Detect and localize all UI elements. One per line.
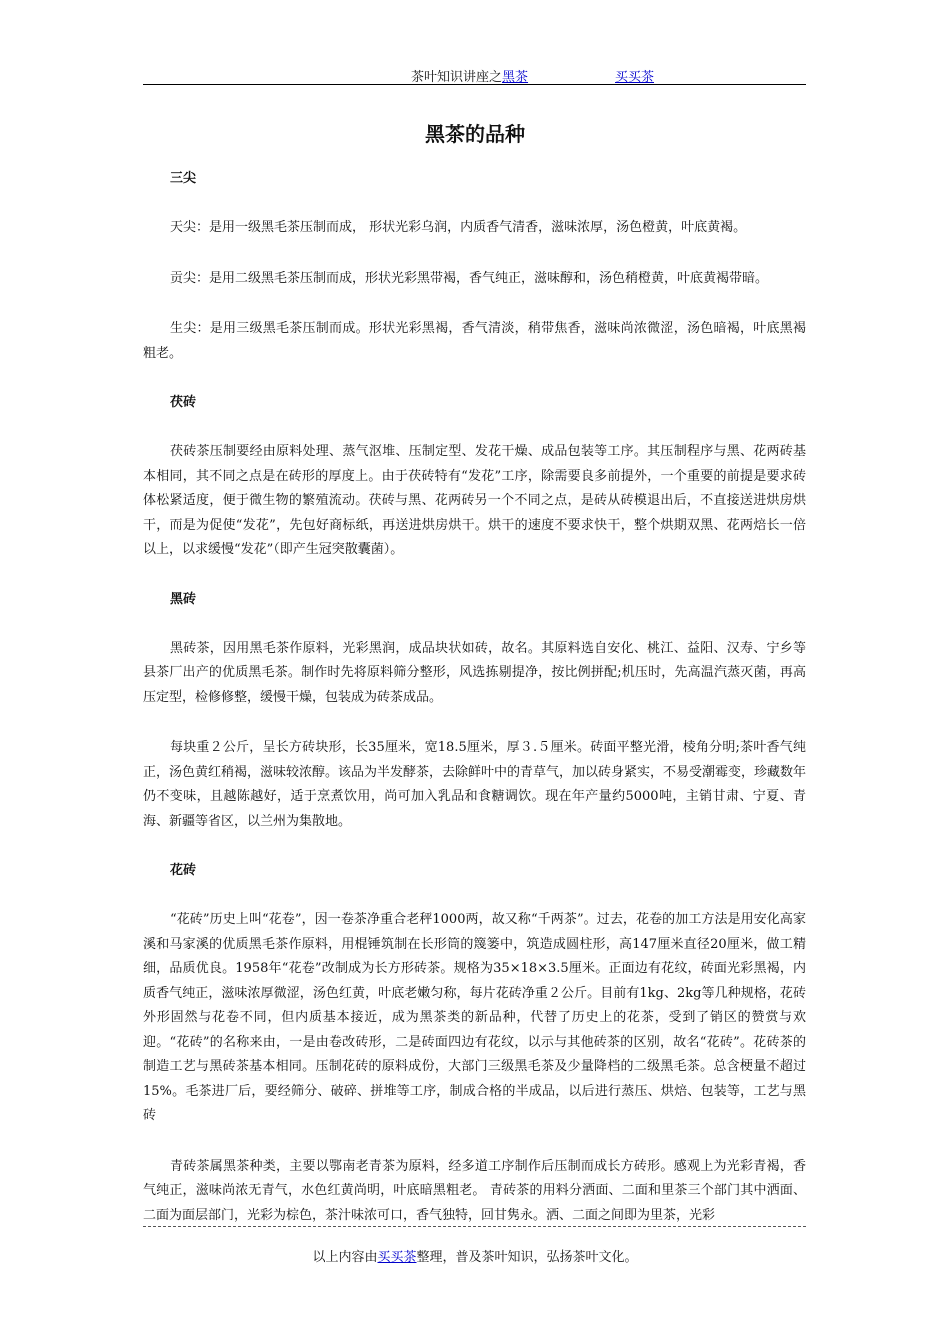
section-heading-fuzhuan: 茯砖	[170, 395, 197, 410]
paragraph-heizhuan-1: 黑砖茶，因用黑毛茶作原料，光彩黑润，成品块状如砖，故名。其原料选自安化、桃江、益阳、汉寿、宁乡等县茶厂出产的优质黑毛茶。制作时先将原料筛分整形，风选拣剔提净，按比例拼配;机压时，先高温汽蒸灭菌，再高压定型，检修修整，缓慢干燥，包装成为砖茶成品。	[143, 640, 806, 705]
paragraph-tianjian: 天尖：是用一级黑毛茶压制而成， 形状光彩乌润，内质香气清香，滋味浓厚，汤色橙黄，叶底黄褐。	[170, 220, 747, 235]
header-title	[411, 66, 528, 85]
document-body	[143, 168, 806, 1228]
footer-prefix: 以上内容由	[312, 1250, 378, 1265]
section-heading-huazhuan: 花砖	[170, 863, 197, 878]
paragraph-shengjian: 生尖：是用三级黑毛茶压制而成。形状光彩黑褐，香气清淡，稍带焦香，滋味尚浓微涩，汤色暗褐，叶底黑褐粗老。	[143, 321, 806, 361]
paragraph-qingzhuan: 青砖茶属黑茶种类，主要以鄂南老青茶为原料，经多道工序制作后压制而成长方砖形。感观上为光彩青褐，香气纯正，滋味尚浓无青气，水色红黄尚明，叶底暗黑粗老。 青砖茶的用料分洒面、二面和里茶三个部门其中洒面、二面为面层部门，光彩为棕色，茶汁味浓可口，香气独特，回甘隽永。洒、二面之间即为里茶，光彩	[143, 1158, 806, 1223]
header-topic-link[interactable]: 黑茶	[502, 70, 529, 85]
paragraph-huazhuan: “花砖”历史上叫“花卷”，因一卷茶净重合老秤1000两，故又称“千两茶”。过去，花卷的加工方法是用安化高家溪和马家溪的优质黑毛茶作原料，用棍锤筑制在长形筒的篾篓中，筑造成圆柱形，高147厘米直径20厘米，做工精细，品质优良。1958年“花卷”改制成为长方形砖茶。规格为35×18×3.5厘米。正面边有花纹，砖面光彩黑褐，内质香气纯正，滋味浓厚微涩，汤色红黄，叶底老嫩匀称，每片花砖净重２公斤。目前有1kg、2kg等几种规格，花砖外形固然与花卷不同，但内质基本接近，成为黑茶类的新品种，代替了历史上的花茶，受到了销区的赞赏与欢迎。“花砖”的名称来由，一是由卷改砖形，二是砖面四边有花纹，以示与其他砖茶的区别，故名“花砖”。花砖茶的制造工艺与黑砖茶基本相同。压制花砖的原料成份，大部门三级黑毛茶及少量降档的二级黑毛茶。总含梗量不超过15%。毛茶进厂后，要经筛分、破碎、拼堆等工序，制成合格的半成品，以后进行蒸压、烘焙、包装等，工艺与黑砖	[143, 912, 806, 1123]
paragraph-fuzhuan: 茯砖茶压制要经由原料处理、蒸气沤堆、压制定型、发花干燥、成品包装等工序。其压制程序与黑、花两砖基本相同，其不同之点是在砖形的厚度上。由于茯砖特有“发花”工序，除需要良多前提外，一个重要的前提是要求砖体松紧适度，便于微生物的繁殖流动。茯砖与黑、花两砖另一个不同之点，是砖从砖模退出后，不直接送进烘房烘干，而是为促使“发花”，先包好商标纸，再送进烘房烘干。烘干的速度不要求快干，整个烘期双黑、花两焙长一倍以上，以求缓慢“发花”（即产生冠突散囊菌）。	[143, 444, 806, 557]
footer-site-link[interactable]: 买买茶	[377, 1250, 417, 1265]
section-heading-sanjian: 三尖	[170, 171, 197, 186]
paragraph-gongjian: 贡尖：是用二级黑毛茶压制而成，形状光彩黑带褐，香气纯正，滋味醇和，汤色稍橙黄，叶底黄褐带暗。	[170, 270, 769, 286]
header-title-prefix: 茶叶知识讲座之	[411, 70, 503, 85]
section-heading-heizhuan: 黑砖	[170, 591, 197, 607]
document-title: 黑茶的品种	[425, 122, 525, 146]
footer-divider	[143, 1226, 806, 1227]
header-site-link[interactable]: 买买茶	[615, 70, 655, 85]
page-header	[143, 66, 806, 85]
paragraph-heizhuan-2: 每块重２公斤，呈长方砖块形，长35厘米，宽18.5厘米，厚３.５厘米。砖面平整光滑，棱角分明;茶叶香气纯正，汤色黄红稍褐，滋味较浓醇。该品为半发酵茶，去除鲜叶中的青草气，加以砖身紧实，不易受潮霉变，珍藏数年仍不变味，且越陈越好，适于烹煮饮用，尚可加入乳品和食糖调饮。现在年产量约5000吨，主销甘肃、宁夏、青海、新疆等省区，以兰州为集散地。	[143, 740, 807, 829]
page-footer	[0, 1246, 950, 1265]
footer-suffix: 整理，普及茶叶知识，弘扬茶叶文化。	[416, 1250, 638, 1265]
